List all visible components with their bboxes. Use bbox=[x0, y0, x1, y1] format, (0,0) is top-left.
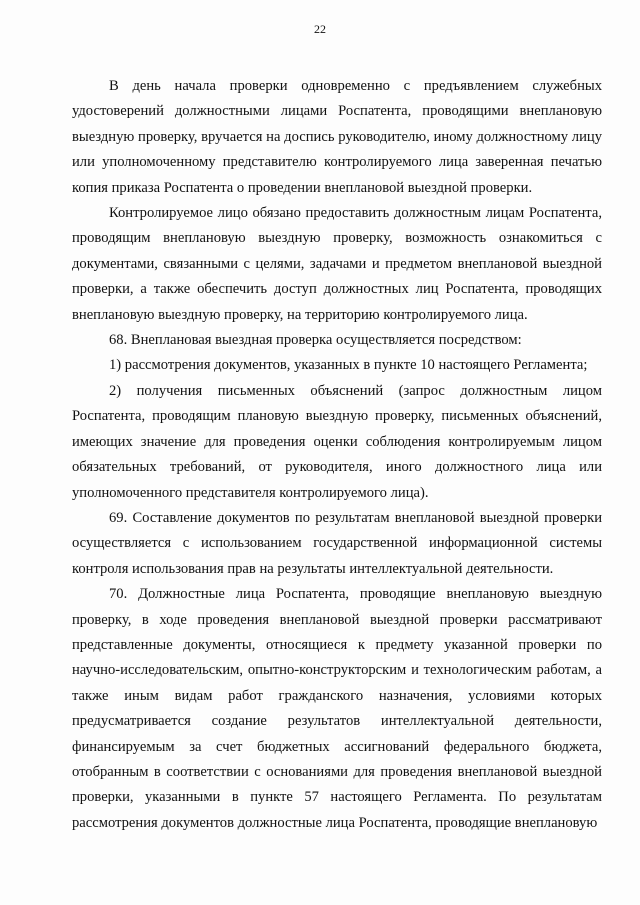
paragraph-69: 69. Составление документов по результатам внеплановой выездной проверки осуществляется с использованием государственной информационной системы контроля использования прав на результаты интеллектуальной деятельности. bbox=[72, 509, 602, 577]
paragraph-70: 70. Должностные лица Роспатента, проводящие внеплановую выездную проверку, в ходе проведения внеплановой выездной проверки рассматривают представленные документы, относящиеся к предмету указанной проверки по научно-исследовательским, опытно-конструкторским и технологическим работам, а также иным видам работ гражданского назначения, условиями которых предусматривается создание результатов интеллектуальной деятельности, финансируемым за счет бюджетных ассигнований федерального бюджета, отобранным в соответствии с основаниями для проведения внеплановой выездной проверки, указанными в пункте 57 настоящего Регламента. По результатам рассмотрения документов должностные лица Роспатента, проводящие внеплановую bbox=[72, 586, 602, 831]
page-number: 22 bbox=[314, 22, 326, 36]
paragraph-68-heading: 68. Внеплановая выездная проверка осуществляется посредством: bbox=[109, 332, 522, 349]
paragraph-68-item-1: 1) рассмотрения документов, указанных в пункте 10 настоящего Регламента; bbox=[109, 357, 588, 374]
paragraph-access-obligation: Контролируемое лицо обязано предоставить должностным лицам Роспатента, проводящим внеплановую выездную проверку, возможность ознакомиться с документами, связанными с целями, задачами и предметом внеплановой выездной проверки, а также обеспечить доступ должностных лиц Роспатента, проводящих внеплановую выездную проверку, на территорию контролируемого лица. bbox=[72, 205, 602, 323]
paragraph-proof-start: В день начала проверки одновременно с предъявлением служебных удостоверений должностными лицами Роспатента, проводящими внеплановую выездную проверку, вручается на доспись руководителю, иному должностному лицу или уполномоченному представителю контролируемого лица заверенная печатью копия приказа Роспатента о проведении внеплановой выездной проверки. bbox=[72, 78, 602, 196]
paragraph-68-item-2: 2) получения письменных объяснений (запрос должностным лицом Роспатента, проводящим плановую выездную проверку, письменных объяснений, имеющих значение для проведения оценки соблюдения контролируемым лицом обязательных требований, от руководителя, иного должностного лица или уполномоченного представителя контролируемого лица). bbox=[72, 382, 602, 501]
document-body bbox=[72, 74, 602, 836]
